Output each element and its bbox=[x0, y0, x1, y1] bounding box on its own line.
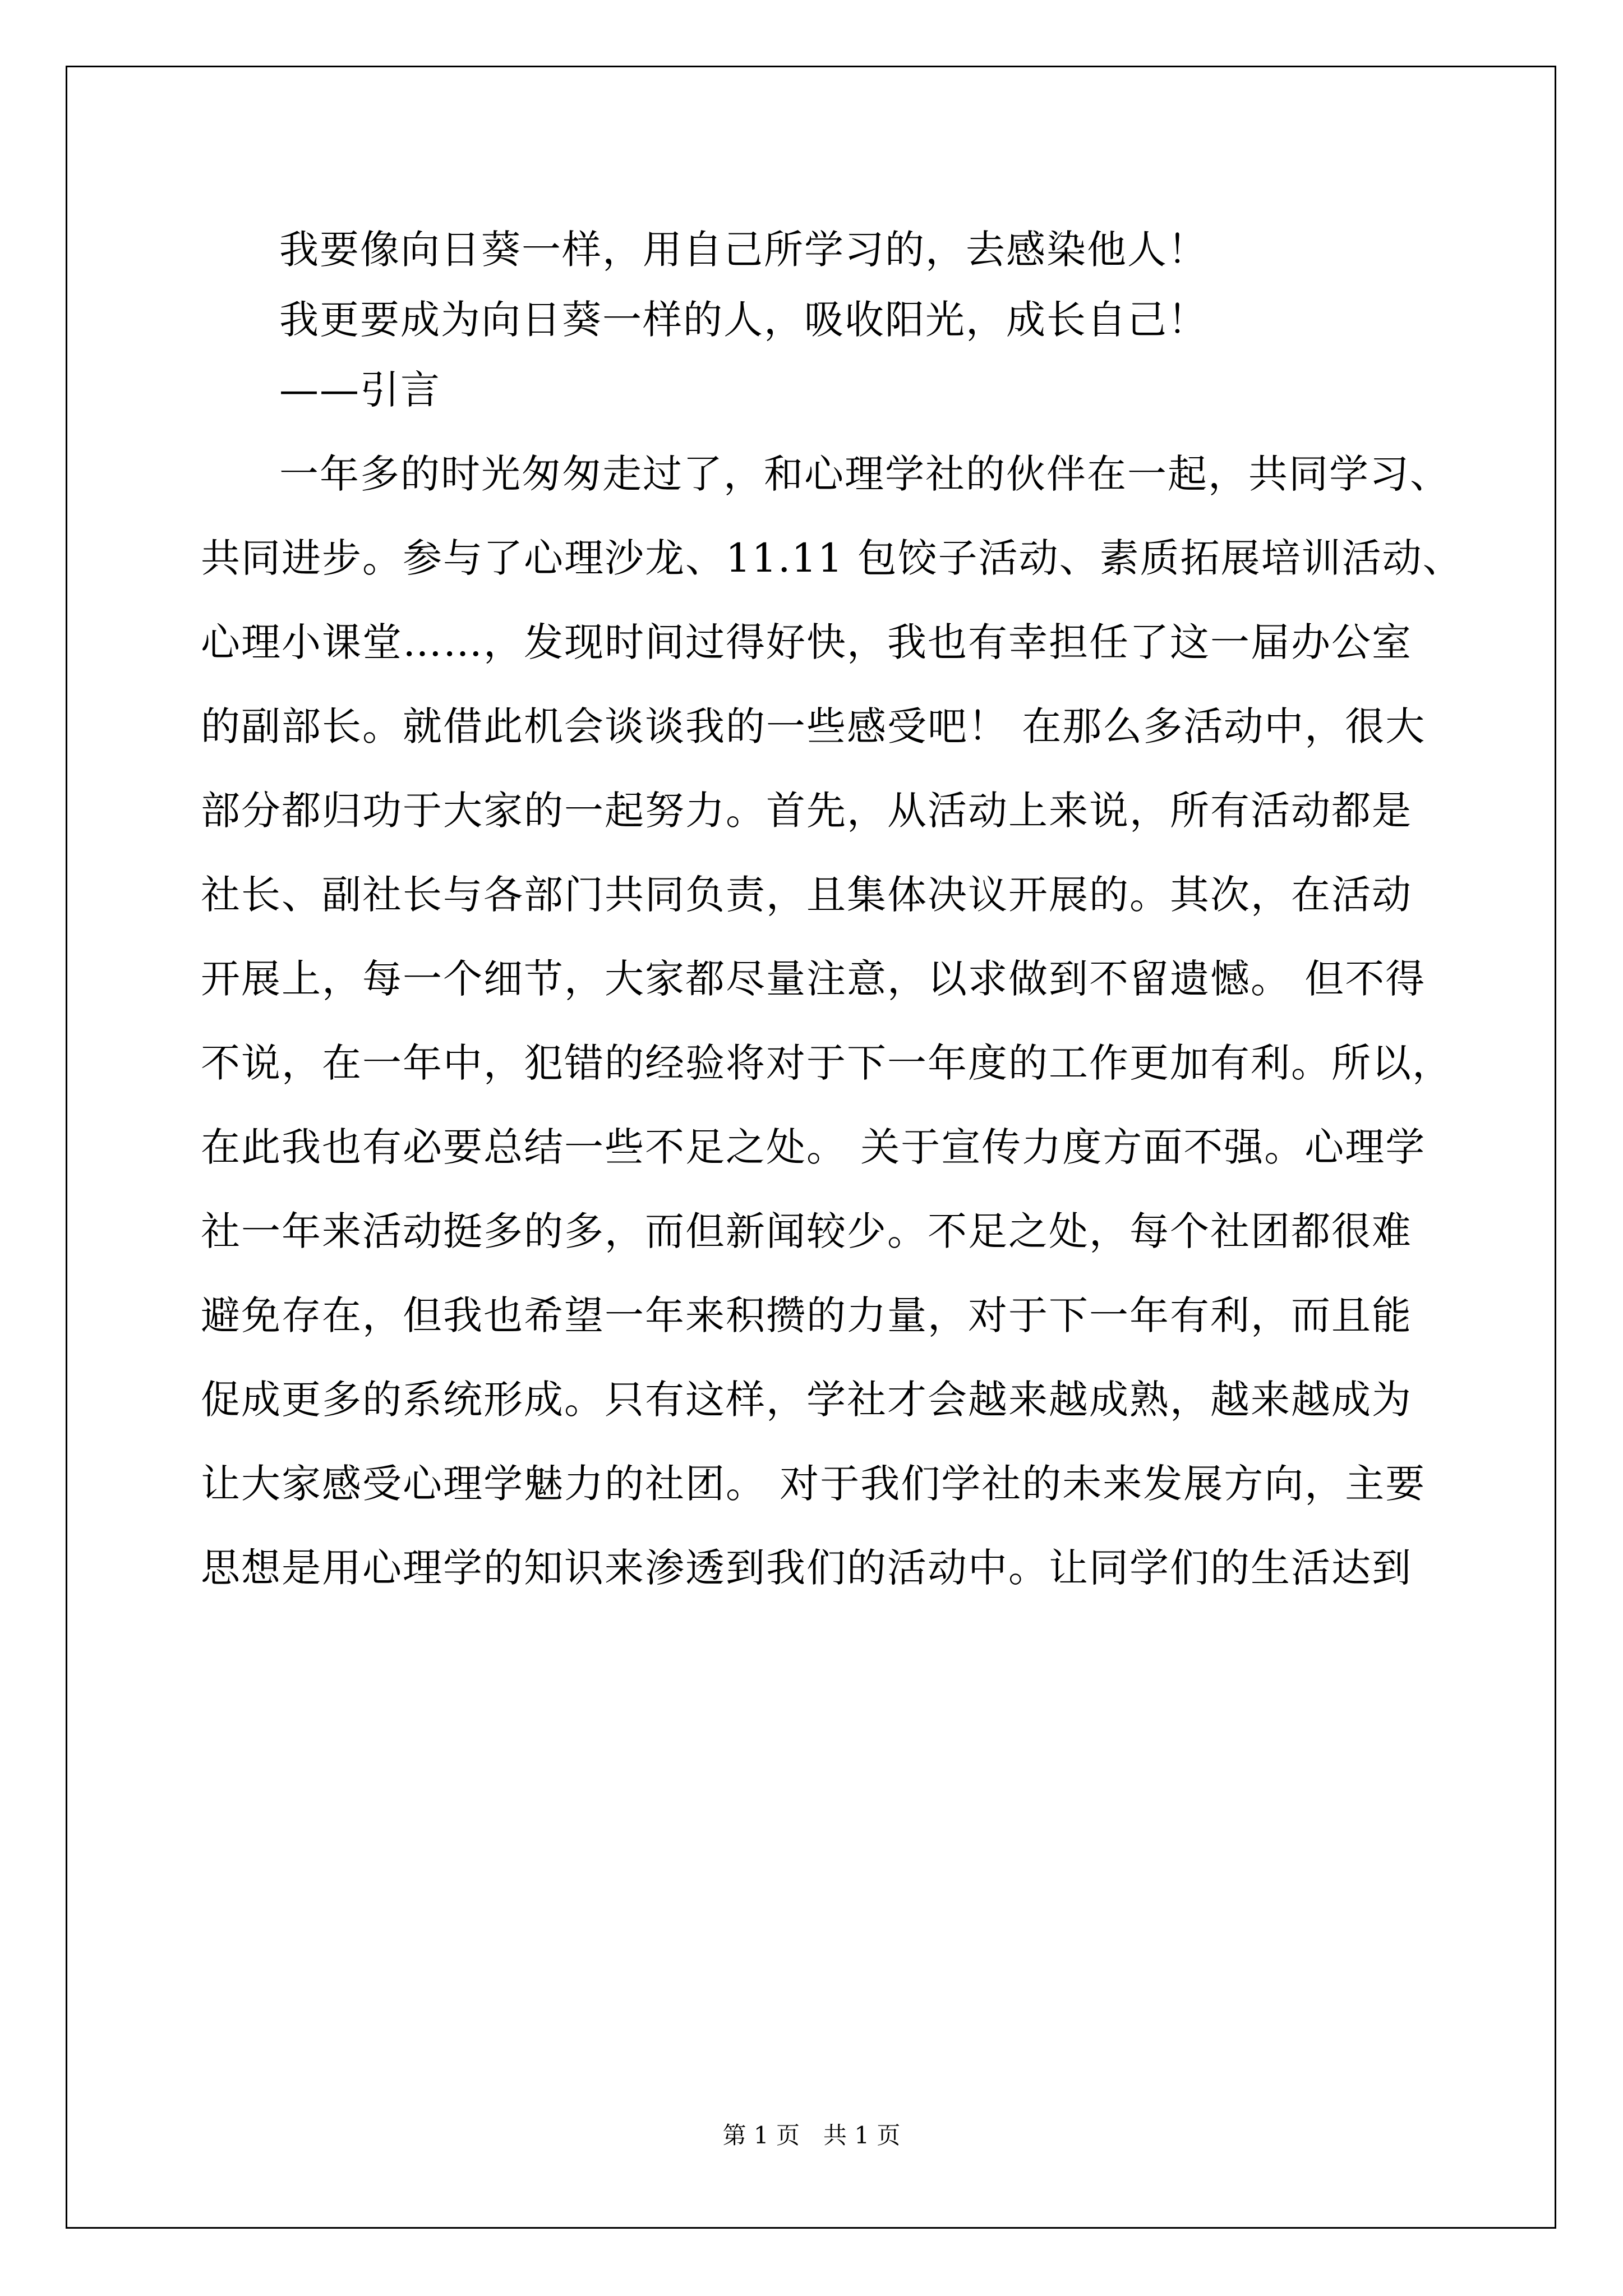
paragraph-line: 在此我也有必要总结一些不足之处。 关于宣传力度方面不强。心理学 bbox=[201, 1124, 1426, 1170]
paragraph-line: 部分都归功于大家的一起努力。首先，从活动上来说，所有活动都是 bbox=[201, 788, 1412, 834]
paragraph-line: 促成更多的系统形成。只有这样，学社才会越来越成熟，越来越成为 bbox=[201, 1377, 1412, 1423]
paragraph-line: 让大家感受心理学魅力的社团。 对于我们学社的未来发展方向，主要 bbox=[201, 1461, 1426, 1507]
paragraph-line: 思想是用心理学的知识来渗透到我们的活动中。让同学们的生活达到 bbox=[201, 1545, 1412, 1591]
paragraph-line: 不说，在一年中，犯错的经验将对于下一年度的工作更加有利。所以， bbox=[201, 1040, 1453, 1086]
paragraph-line: 一年多的时光匆匆走过了，和心理学社的伙伴在一起，共同学习、 bbox=[279, 451, 1450, 497]
page-footer: 第 1 页 共 1 页 bbox=[722, 2122, 901, 2149]
intro-line: 我要像向日葵一样，用自己所学习的，去感染他人！ bbox=[279, 227, 1208, 273]
paragraph-line: 的副部长。就借此机会谈谈我的一些感受吧！ 在那么多活动中，很大 bbox=[201, 703, 1426, 749]
intro-line: 我更要成为向日葵一样的人，吸收阳光，成长自己！ bbox=[279, 297, 1208, 343]
paragraph-line: 心理小课堂……，发现时间过得好快，我也有幸担任了这一届办公室 bbox=[201, 619, 1412, 665]
paragraph-line: 共同进步。参与了心理沙龙、11.11 包饺子活动、素质拓展培训活动、 bbox=[201, 535, 1463, 581]
paragraph-line: 开展上，每一个细节，大家都尽量注意，以求做到不留遗憾。 但不得 bbox=[201, 956, 1426, 1002]
quote-attribution: ——引言 bbox=[279, 367, 441, 413]
paragraph-line: 避免存在，但我也希望一年来积攒的力量，对于下一年有利，而且能 bbox=[201, 1292, 1412, 1338]
paragraph-line: 社长、副社长与各部门共同负责，且集体决议开展的。其次，在活动 bbox=[201, 872, 1412, 918]
paragraph-line: 社一年来活动挺多的多，而但新闻较少。不足之处，每个社团都很难 bbox=[201, 1208, 1412, 1254]
